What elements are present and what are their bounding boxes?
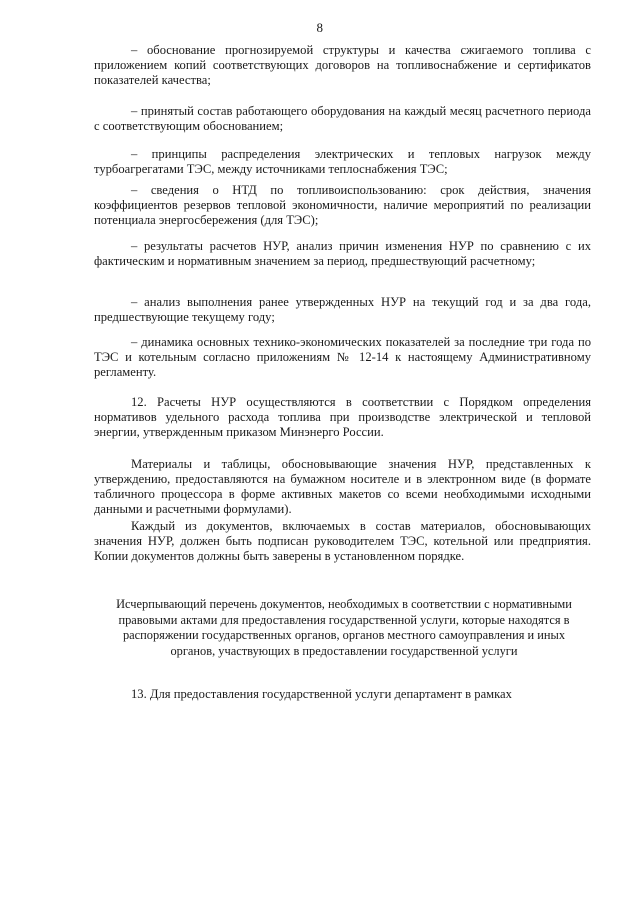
materials-paragraph: Материалы и таблицы, обосновывающие значения НУР, представленных к утверждению, предоставляются на бумажном носителе и в электронном виде (в формате табличного процессора в форме активных макетов со всеми необходимыми исходными данными и расчетными формулами).: [94, 457, 591, 516]
clause-12: 12. Расчеты НУР осуществляются в соответствии с Порядком определения нормативов удельного расхода топлива при производстве электрической и тепловой энергии, утвержденным приказом Минэнерго России.: [94, 395, 591, 439]
page-number: 8: [316, 20, 324, 35]
clause-13: 13. Для предоставления государственной услуги департамент в рамках: [131, 687, 512, 701]
signing-paragraph: Каждый из документов, включаемых в состав материалов, обосновывающих значения НУР, должен быть подписан руководителем ТЭС, котельной или предприятия. Копии документов должны быть заверены в установленном порядке.: [94, 519, 591, 563]
list-item-nur-performance: – анализ выполнения ранее утвержденных НУР на текущий год и за два года, предшествующие текущему году;: [94, 295, 591, 324]
section-heading: Исчерпывающий перечень документов, необходимых в соответствии с нормативными правовыми актами для предоставления государственной услуги, которые находятся в распоряжении государственных органов, органов местного самоуправления и иных органов, участвующих в предоставлении государственной услуги: [116, 597, 572, 658]
list-item-indicator-dynamics: – динамика основных технико-экономических показателей за последние три года по ТЭС и котельным согласно приложениям № 12-14 к настоящему Административному регламенту.: [94, 335, 591, 379]
list-item-fuel-structure: – обоснование прогнозируемой структуры и качества сжигаемого топлива с приложением копий соответствующих договоров на топливоснабжение и сертификатов показателей качества;: [94, 43, 591, 87]
list-item-equipment: – принятый состав работающего оборудования на каждый месяц расчетного периода с соответствующим обоснованием;: [94, 104, 591, 133]
list-item-load-distribution: – принципы распределения электрических и тепловых нагрузок между турбоагрегатами ТЭС, между источниками теплоснабжения ТЭС;: [94, 147, 591, 176]
list-item-nur-results: – результаты расчетов НУР, анализ причин изменения НУР по сравнению с их фактическим и нормативным значением за период, предшествующий расчетному;: [94, 239, 591, 268]
list-item-ntd-info: – сведения о НТД по топливоиспользованию: срок действия, значения коэффициентов резервов тепловой экономичности, наличие мероприятий по реализации потенциала энергосбережения (для ТЭС);: [94, 183, 591, 227]
